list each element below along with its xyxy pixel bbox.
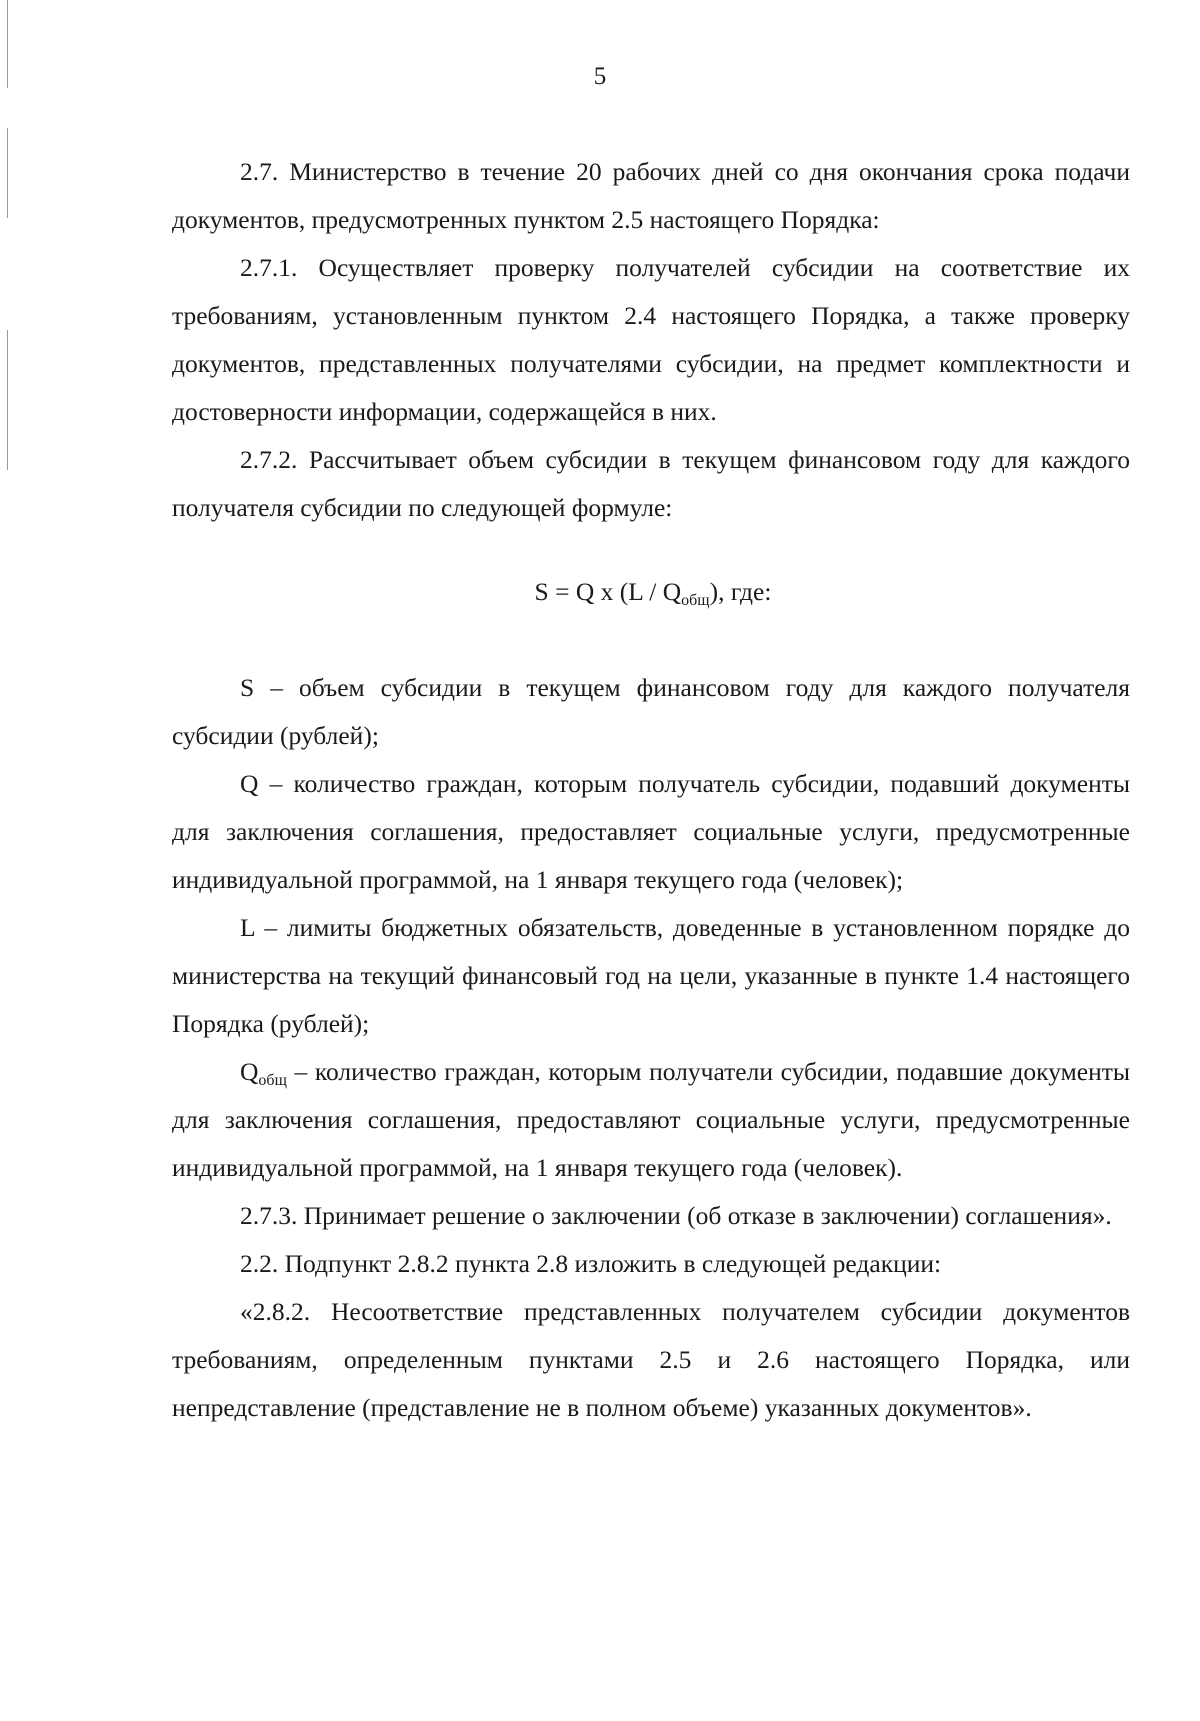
paragraph-2-7-3: 2.7.3. Принимает решение о заключении (об отказе в заключении) соглашения». — [240, 1201, 1112, 1230]
paragraph-2-8-2: «2.8.2. Несоответствие представленных получателем субсидии документов требованиям, определенным пунктами 2.5 и 2.6 настоящего Порядка, или непредставление (представление не в полном объеме) указанных документов». — [172, 1297, 1130, 1422]
definition-q-total-subscript: общ — [258, 1072, 287, 1089]
definition-q-total — [172, 1048, 1130, 1192]
page-number: 5 — [593, 63, 607, 90]
document-body — [172, 148, 1130, 532]
subsidy-formula — [172, 568, 1130, 616]
paragraph-2-7: 2.7. Министерство в течение 20 рабочих дней со дня окончания срока подачи документов, предусмотренных пунктом 2.5 настоящего Порядка: — [172, 157, 1130, 234]
formula-subscript: общ — [681, 592, 710, 609]
formula-main: S = Q x (L / Q — [534, 577, 682, 606]
formula-block — [172, 568, 1130, 616]
definition-q: Q – количество граждан, которым получатель субсидии, подавший документы для заключения соглашения, предоставляет социальные услуги, предусмотренные индивидуальной программой, на 1 января текущего года (человек); — [172, 769, 1130, 894]
definition-l: L – лимиты бюджетных обязательств, доведенные в установленном порядке до министерства на текущий финансовый год на цели, указанные в пункте 1.4 настоящего Порядка (рублей); — [172, 913, 1130, 1038]
definition-q-total-text: – количество граждан, которым получатели субсидии, подавшие документы для заключения соглашения, предоставляют социальные услуги, предусмотренные индивидуальной программой, на 1 января текущего года (человек). — [172, 1057, 1130, 1182]
paragraph-2-2: 2.2. Подпункт 2.8.2 пункта 2.8 изложить в следующей редакции: — [240, 1249, 942, 1278]
paragraph-2-7-1: 2.7.1. Осуществляет проверку получателей субсидии на соответствие их требованиям, установленным пунктом 2.4 настоящего Порядка, а также проверку документов, представленных получателями субсидии, на предмет комплектности и достоверности информации, содержащейся в них. — [172, 253, 1130, 426]
definition-s: S – объем субсидии в текущем финансовом году для каждого получателя субсидии (рублей); — [172, 673, 1130, 750]
scan-edge-mark-lower — [7, 330, 8, 470]
paragraph-2-7-2: 2.7.2. Рассчитывает объем субсидии в текущем финансовом году для каждого получателя субсидии по следующей формуле: — [172, 445, 1130, 522]
definitions-block — [172, 664, 1130, 1432]
definition-q-total-symbol: Q — [240, 1057, 259, 1086]
formula-tail: ), где: — [709, 577, 772, 606]
scan-edge-mark-middle — [7, 128, 8, 218]
